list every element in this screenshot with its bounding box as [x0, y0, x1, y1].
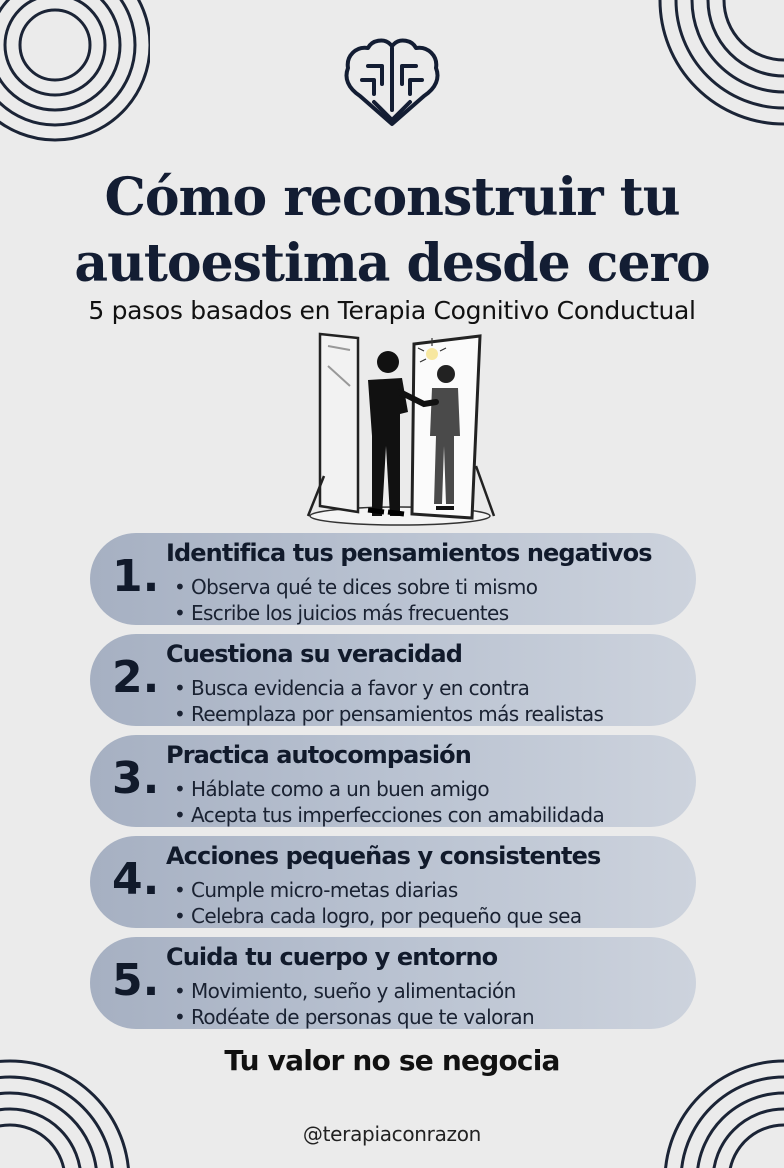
step-card [90, 533, 696, 625]
step-number: 1. [112, 551, 160, 602]
social-handle: @terapiaconrazon [302, 1122, 482, 1146]
step-number: 2. [112, 652, 160, 703]
step-bullet: • Háblate como a un buen amigo [174, 777, 490, 801]
step-card [90, 836, 696, 928]
step-bullet: • Busca evidencia a favor y en contra [174, 676, 530, 700]
title-line-1: Cómo reconstruir tu [104, 167, 680, 228]
step-card [90, 634, 696, 726]
title-line-2: autoestima desde cero [74, 233, 710, 294]
step-bullet: • Observa qué te dices sobre ti mismo [174, 575, 538, 599]
step-bullet: • Celebra cada logro, por pequeño que sea [174, 904, 582, 928]
brain-heart-icon [338, 34, 446, 140]
step-title: Cuestiona su veracidad [166, 640, 462, 668]
corner-arcs-top-right [634, 0, 784, 140]
step-card [90, 735, 696, 827]
step-number: 4. [112, 854, 160, 905]
step-title: Identifica tus pensamientos negativos [166, 539, 652, 567]
corner-arcs-top-left [0, 0, 150, 155]
subtitle: 5 pasos basados en Terapia Cognitivo Conductual [88, 296, 696, 325]
step-bullet: • Acepta tus imperfecciones con amabilidada [174, 803, 605, 827]
step-title: Practica autocompasión [166, 741, 471, 769]
step-bullet: • Cumple micro-metas diarias [174, 878, 458, 902]
closing-statement: Tu valor no se negocia [224, 1044, 560, 1077]
person-mirror-illustration [296, 326, 506, 532]
step-title: Acciones pequeñas y consistentes [166, 842, 601, 870]
step-number: 3. [112, 753, 160, 804]
step-number: 5. [112, 955, 160, 1006]
step-title: Cuida tu cuerpo y entorno [166, 943, 498, 971]
step-bullet: • Rodéate de personas que te valoran [174, 1005, 535, 1029]
step-bullet: • Reemplaza por pensamientos más realistas [174, 702, 604, 726]
step-card [90, 937, 696, 1029]
step-bullet: • Escribe los juicios más frecuentes [174, 601, 509, 625]
step-bullet: • Movimiento, sueño y alimentación [174, 979, 516, 1003]
steps-list [90, 533, 696, 1038]
